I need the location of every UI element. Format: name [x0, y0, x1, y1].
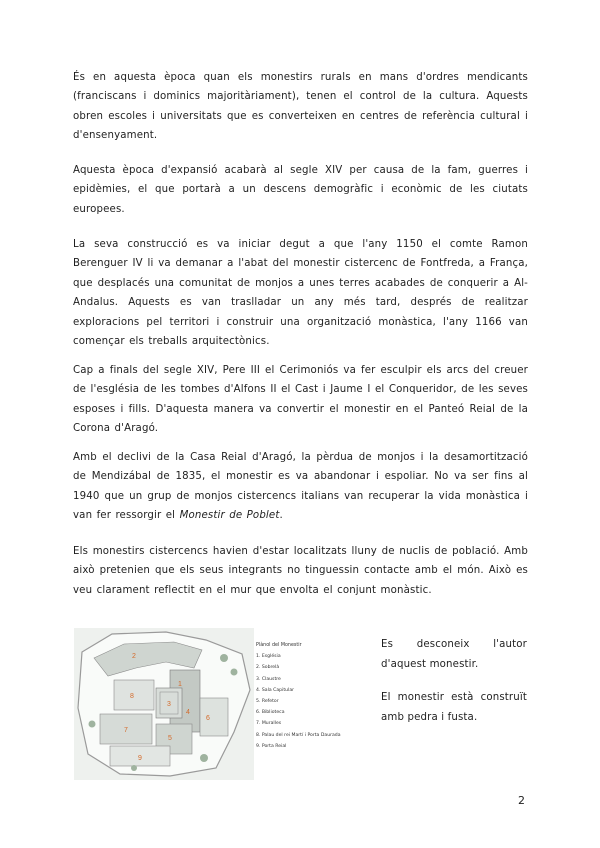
map-label-5: 5: [168, 735, 172, 742]
paragraph-6: Els monestirs cistercencs havien d'estar localitzats lluny de nuclis de població. Amb això pretenien que els seus integrants no tinguessin contacte amb el món. Això es veu clarament reflectit en el mur que envolta el conjunt monàstic.: [73, 546, 528, 596]
legend-title: Plànol del Monestir: [256, 643, 302, 648]
legend-item: 7. Muralles: [256, 721, 282, 727]
legend-item: 6. Biblioteca: [256, 710, 285, 716]
paragraph-3: La seva construcció es va iniciar degut a que l'any 1150 el comte Ramon Berenguer IV li va demanar a l'abat del monestir cistercenc de Fontfreda, a França, que desplacés una comunitat de monjos a unes terres acabades de conquerir a Al-Andalus. Aquests es van traslladar un any més tard, després de realitzar exploracions pel territori i construir una organització monàstica, l'any 1166 van començar els treballs arquitectònics.: [73, 239, 528, 348]
map-label-4: 4: [186, 709, 190, 716]
map-label-8: 8: [130, 693, 134, 700]
map-label-3: 3: [167, 701, 171, 708]
paragraph-5-italic: Monestir de Poblet: [179, 510, 280, 522]
map-label-9: 9: [138, 755, 142, 762]
legend-item: 2. Sobrelà: [256, 665, 280, 671]
legend-item: 9. Porta Reial: [256, 743, 287, 749]
legend-item: 1. Església: [256, 654, 281, 660]
map-label-2: 2: [132, 653, 136, 660]
paragraph-5: [73, 448, 528, 526]
plan-legend: [256, 640, 366, 752]
legend-item: 3. Claustre: [256, 676, 281, 682]
paragraph-4: Cap a finals del segle XIV, Pere III el Cerimoniós va fer esculpir els arcs del creuer de l'església de les tombes d'Alfons II el Cast i Jaume I el Conqueridor, de les seves esposes i fills. D'aquesta manera va convertir el monestir en el Panteó Reial de la Corona d'Aragó.: [73, 365, 528, 435]
legend-item: 4. Sala Capitular: [256, 687, 295, 693]
monastery-plan-map: [74, 628, 254, 780]
side-text-materials: El monestir està construït amb pedra i fusta.: [381, 692, 527, 723]
paragraph-5-end: .: [279, 510, 283, 522]
map-label-1: 1: [178, 681, 182, 688]
paragraph-2: Aquesta època d'expansió acabarà al segle XIV per causa de la fam, guerres i epidèmies, el que portarà a un descens demogràfic i econòmic de les ciutats europees.: [73, 165, 528, 215]
page-number: 2: [518, 794, 525, 807]
monastery-plan-figure: [74, 628, 364, 780]
map-label-6: 6: [206, 715, 210, 722]
map-label-7: 7: [124, 727, 128, 734]
legend-item: 5. Refetor: [256, 699, 279, 705]
paragraph-5-text: Amb el declivi de la Casa Reial d'Aragó, la pèrdua de monjos i la desamortització de Mendizábal de 1835, el monestir es va abandonar i espoliar. No va ser fins al 1940 que un grup de monjos cistercencs italians van recuperar la vida monàstica i van fer ressorgir el: [73, 452, 528, 522]
paragraph-1: És en aquesta època quan els monestirs rurals en mans d'ordres mendicants (franciscans i dominics majoritàriament), tenen el control de la cultura. Aquests obren escoles i universitats que es converteixen en centres de referència cultural i d'ensenyament.: [73, 72, 528, 142]
side-text-author: Es desconeix l'autor d'aquest monestir.: [381, 639, 527, 670]
legend-item: 8. Palau del rei Martí i Porta Daurada: [256, 732, 341, 738]
